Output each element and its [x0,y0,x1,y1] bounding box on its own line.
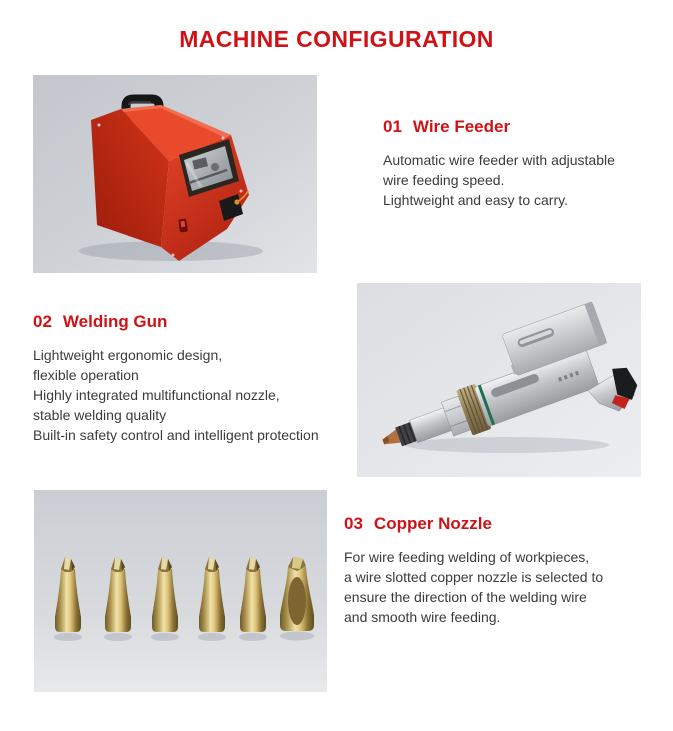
description-line: Highly integrated multifunctional nozzle, [33,387,280,403]
section-title: Wire Feeder [412,117,511,136]
description-line: a wire slotted copper nozzle is selected to [344,569,604,585]
description-line: wire feeding speed. [383,172,505,188]
welding-gun-section [33,312,368,445]
wire-feeder-section [383,117,663,210]
wire-feeder-illustration [33,75,317,273]
description-line: and smooth wire feeding. [344,609,501,625]
section-title: Copper Nozzle [373,514,492,533]
page-title: MACHINE CONFIGURATION [179,26,494,52]
description-line: ensure the direction of the welding wire [344,589,587,605]
welding-gun-heading [33,312,368,332]
wire-feeder-description [383,150,663,210]
description-line: Built-in safety control and intelligent protection [33,427,319,443]
nozzle-slot-face [288,577,306,625]
welding-gun-photo [357,283,641,477]
copper-nozzle-illustration [34,490,327,692]
copper-nozzle-photo [34,490,327,692]
section-title: Welding Gun [62,312,168,331]
copper-nozzle-heading [344,514,669,534]
section-number: 02 [33,312,52,331]
copper-nozzle-section [344,514,669,627]
section-number: 03 [344,514,363,533]
wire-feeder-photo [33,75,317,273]
copper-nozzle-description [344,547,669,627]
welding-gun-illustration [357,283,641,477]
photo-background [34,490,327,692]
wire-feeder-heading [383,117,663,137]
section-number: 01 [383,117,402,136]
gun-shadow [405,437,609,453]
description-line: Lightweight ergonomic design, [33,347,223,363]
description-line: Automatic wire feeder with adjustable [383,152,615,168]
welding-gun-description [33,345,368,445]
description-line: For wire feeding welding of workpieces, [344,549,590,565]
description-line: flexible operation [33,367,139,383]
description-line: stable welding quality [33,407,167,423]
description-line: Lightweight and easy to carry. [383,192,568,208]
